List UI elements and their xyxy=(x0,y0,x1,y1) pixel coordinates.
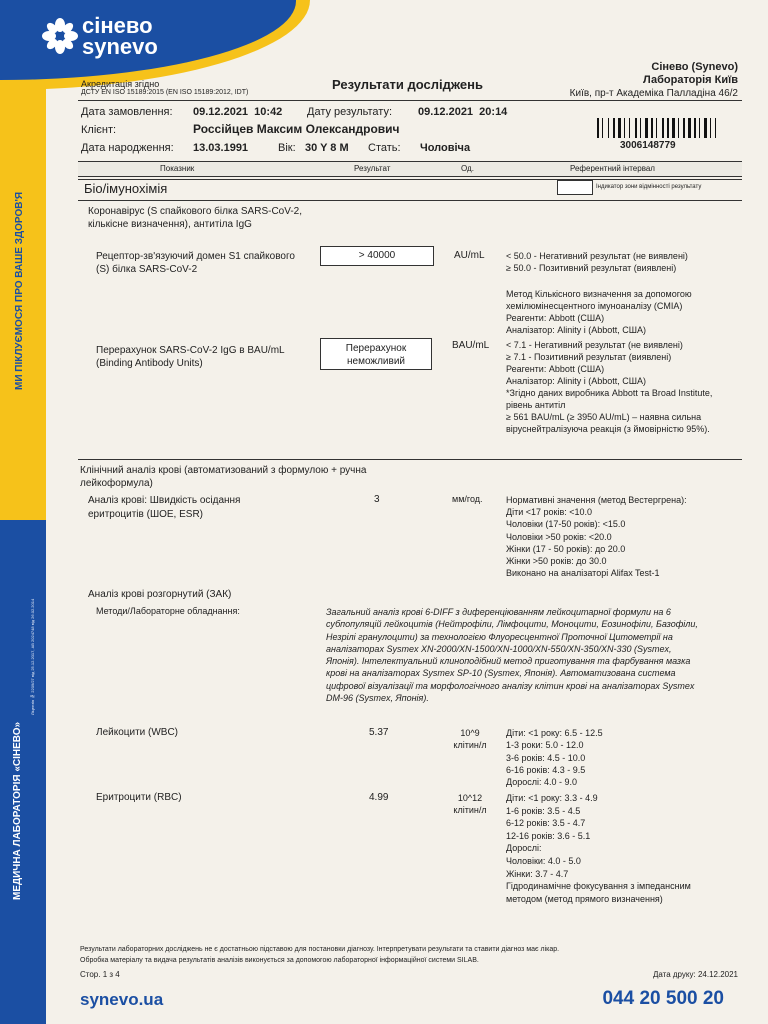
sidebar-slogan: МИ ПІКЛУЄМОСЯ ПРО ВАШЕ ЗДОРОВ'Я xyxy=(14,191,25,390)
methods-text: Загальний аналіз крові 6-DIFF з диференціюванням лейкоцитарної формули на 6 субпопуляцій лейкоцитів (Нейтрофіли, Лімфоцити, Моноцити, Еозинофіли, Базофіли, Незрілі гранулоцити) за технологією Флуоресцентної Проточної Цитометрії на аналізаторах Sysmex XN-2000/XN-1500/XN-1000/XN-550/XN-350/XN-330 (Sysmex, Японія). Інтелектуальний клиноподібний метод приготування та фарбування мазка крові на аналізаторах Sysmex SP-10 (Sysmex, Японія). Автоматизована система цифрової візуалізації та морфологічного аналізу клітин крові на аналізаторах Sysmex DM-96 (Sysmex, Японія). xyxy=(326,607,698,704)
test2-reference: < 7.1 - Негативний результат (не виявлені) ≥ 7.1 - Позитивний результат (виявлені) Реагенти: Abbott (США) Аналізатор: Alinity і (Abbott, США) *Згідно даних виробника Abbott та Broad Institute, рівень антитіл ≥ 561 BAU/mL (≥ 3950 AU/mL) – наявна сильна віруснейтралізуюча реакція (з ймовірністю 95%). xyxy=(506,340,713,434)
test1-reference: < 50.0 - Негативний результат (не виявлені) ≥ 50.0 - Позитивний результат (виявлені) xyxy=(506,251,688,273)
col-indicator: Показник xyxy=(160,164,195,173)
lab-company: Сінево (Synevo) xyxy=(651,61,738,73)
lab-address: Київ, пр-т Академіка Палладіна 46/2 xyxy=(569,88,738,99)
dob-value: 13.03.1991 xyxy=(193,142,249,154)
sex-value: Чоловіча xyxy=(420,142,471,154)
phone-number[interactable]: 044 20 500 20 xyxy=(602,988,724,1009)
age-label: Вік: xyxy=(278,142,296,154)
accreditation-standard: ДСТУ EN ISO 15189:2015 (EN ISO 15189:2012, IDT) xyxy=(81,89,249,96)
cbc-title: Аналіз крові розгорнутий (ЗАК) xyxy=(88,589,232,600)
barcode-number: 3006148779 xyxy=(620,140,676,151)
esr-result: 3 xyxy=(374,494,380,505)
sidebar-blue-band xyxy=(0,520,46,1024)
esr-reference: Нормативні значення (метод Вестергрена): Діти <17 років: <10.0 Чоловіки (17-50 років): <15.0 Чоловіки >50 років: <20.0 Жінки (17 - 50 років): до 20.0 Жінки >50 років: до 30.0 Виконано на аналізаторі Alifax Test-1 xyxy=(506,495,687,579)
section2-divider xyxy=(78,459,742,460)
client-name: Россійцев Максим Олександрович xyxy=(193,122,400,136)
section1-title: Біо/імунохімія xyxy=(84,181,168,196)
order-date: 09.12.2021 10:42 xyxy=(193,106,283,118)
brand-name-top: сінево xyxy=(82,13,153,38)
result-date: 09.12.2021 20:14 xyxy=(418,106,508,118)
sidebar-lab-name: МЕДИЧНА ЛАБОРАТОРІЯ «СІНЕВО» xyxy=(12,721,23,900)
print-date: Дата друку: 24.12.2021 xyxy=(652,970,738,979)
page-number: Стор. 1 з 4 xyxy=(80,970,120,979)
test2-result-box: Перерахунок неможливий xyxy=(320,338,432,370)
accreditation-label: Акредитація згідно xyxy=(81,79,160,89)
col-reference: Референтний інтервал xyxy=(570,164,655,173)
legend-text: Індикатор зони відмінності результату xyxy=(596,184,702,190)
sex-label: Стать: xyxy=(368,142,401,154)
test1-name: Рецептор-зв'язуючий домен S1 спайкового (S) білка SARS-CoV-2 xyxy=(96,251,295,275)
test1-method: Метод Кількісного визначення за допомогою хемілюмінесцентного імуноаналізу (CMIA) Реагенти: Abbott (США) Аналізатор: Alinity і (Abbott, США) xyxy=(506,289,692,335)
lab-city: Лабораторія Київ xyxy=(642,74,738,86)
order-date-label: Дата замовлення: xyxy=(81,106,173,118)
covid-group-title: Коронавірус (S спайкового білка SARS-CoV-2, кількісне визначення), антитіла IgG xyxy=(88,206,303,230)
legend-swatch xyxy=(557,180,593,195)
col-units: Од. xyxy=(461,164,474,173)
client-label: Клієнт: xyxy=(81,124,117,136)
result-date-label: Дату результату: xyxy=(307,106,393,118)
col-result: Результат xyxy=(354,164,391,173)
footer-disclaimer-2: Обробка матеріалу та видача результатів аналізів виконується за допомогою лабораторної інформаційної системи SILAB. xyxy=(80,957,479,964)
rbc-result: 4.99 xyxy=(369,792,389,803)
page-title: Результати досліджень xyxy=(332,77,483,92)
test2-name: Перерахунок SARS-CoV-2 IgG в BAU/mL (Binding Antibody Units) xyxy=(96,345,285,369)
test2-unit: BAU/mL xyxy=(452,340,490,351)
esr-unit: мм/год. xyxy=(452,494,483,504)
footer-disclaimer-1: Результати лабораторних досліджень не є достатньою підставою для постановки діагнозу. Інтерпретувати результати та ставити діагноз має лікар. xyxy=(80,946,560,953)
test1-unit: AU/mL xyxy=(454,250,485,261)
rbc-reference: Діти: <1 року: 3.3 - 4.9 1-6 років: 3.5 - 4.5 6-12 років: 3.5 - 4.7 12-16 років: 3.6 - 5.1 Дорослі: Чоловіки: 4.0 - 5.0 Жінки: 3.7 - 4.7 Гідродинамічне фокусування з імпедансним методом (метод прямого визначення) xyxy=(506,793,691,904)
esr-name: Аналіз крові: Швидкість осідання еритроцитів (ШОЕ, ESR) xyxy=(88,495,241,520)
age-value: 30 Y 8 M xyxy=(305,142,349,154)
wbc-result: 5.37 xyxy=(369,727,389,738)
header-divider xyxy=(78,100,742,101)
dob-label: Дата народження: xyxy=(81,142,174,154)
sidebar-license: Ліцензія № 2209/27 від 25.12.2017, АВ 2024748 від 26.02.2014 xyxy=(30,598,35,715)
wbc-reference: Діти: <1 року: 6.5 - 12.5 1-3 роки: 5.0 - 12.0 3-6 років: 4.5 - 10.0 6-16 років: 4.3 - 9.5 Дорослі: 4.0 - 9.0 xyxy=(506,728,603,788)
methods-label: Методи/Лабораторне обладнання: xyxy=(96,606,240,616)
rbc-name: Еритроцити (RBC) xyxy=(96,792,182,803)
section1-header xyxy=(78,179,742,201)
wbc-unit: 10^9 клітин/л xyxy=(453,728,487,750)
synevo-flower-logo-icon xyxy=(42,18,78,54)
wbc-name: Лейкоцити (WBC) xyxy=(96,727,179,738)
section2-title: Клінічний аналіз крові (автоматизований з формулою + ручна лейкоформула) xyxy=(80,465,367,489)
barcode-icon xyxy=(597,118,743,138)
test1-result-box: > 40000 xyxy=(320,246,434,266)
brand-name-bottom: synevo xyxy=(82,34,158,59)
website-link[interactable]: synevo.ua xyxy=(80,990,164,1009)
rbc-unit: 10^12 клітин/л xyxy=(453,793,487,815)
